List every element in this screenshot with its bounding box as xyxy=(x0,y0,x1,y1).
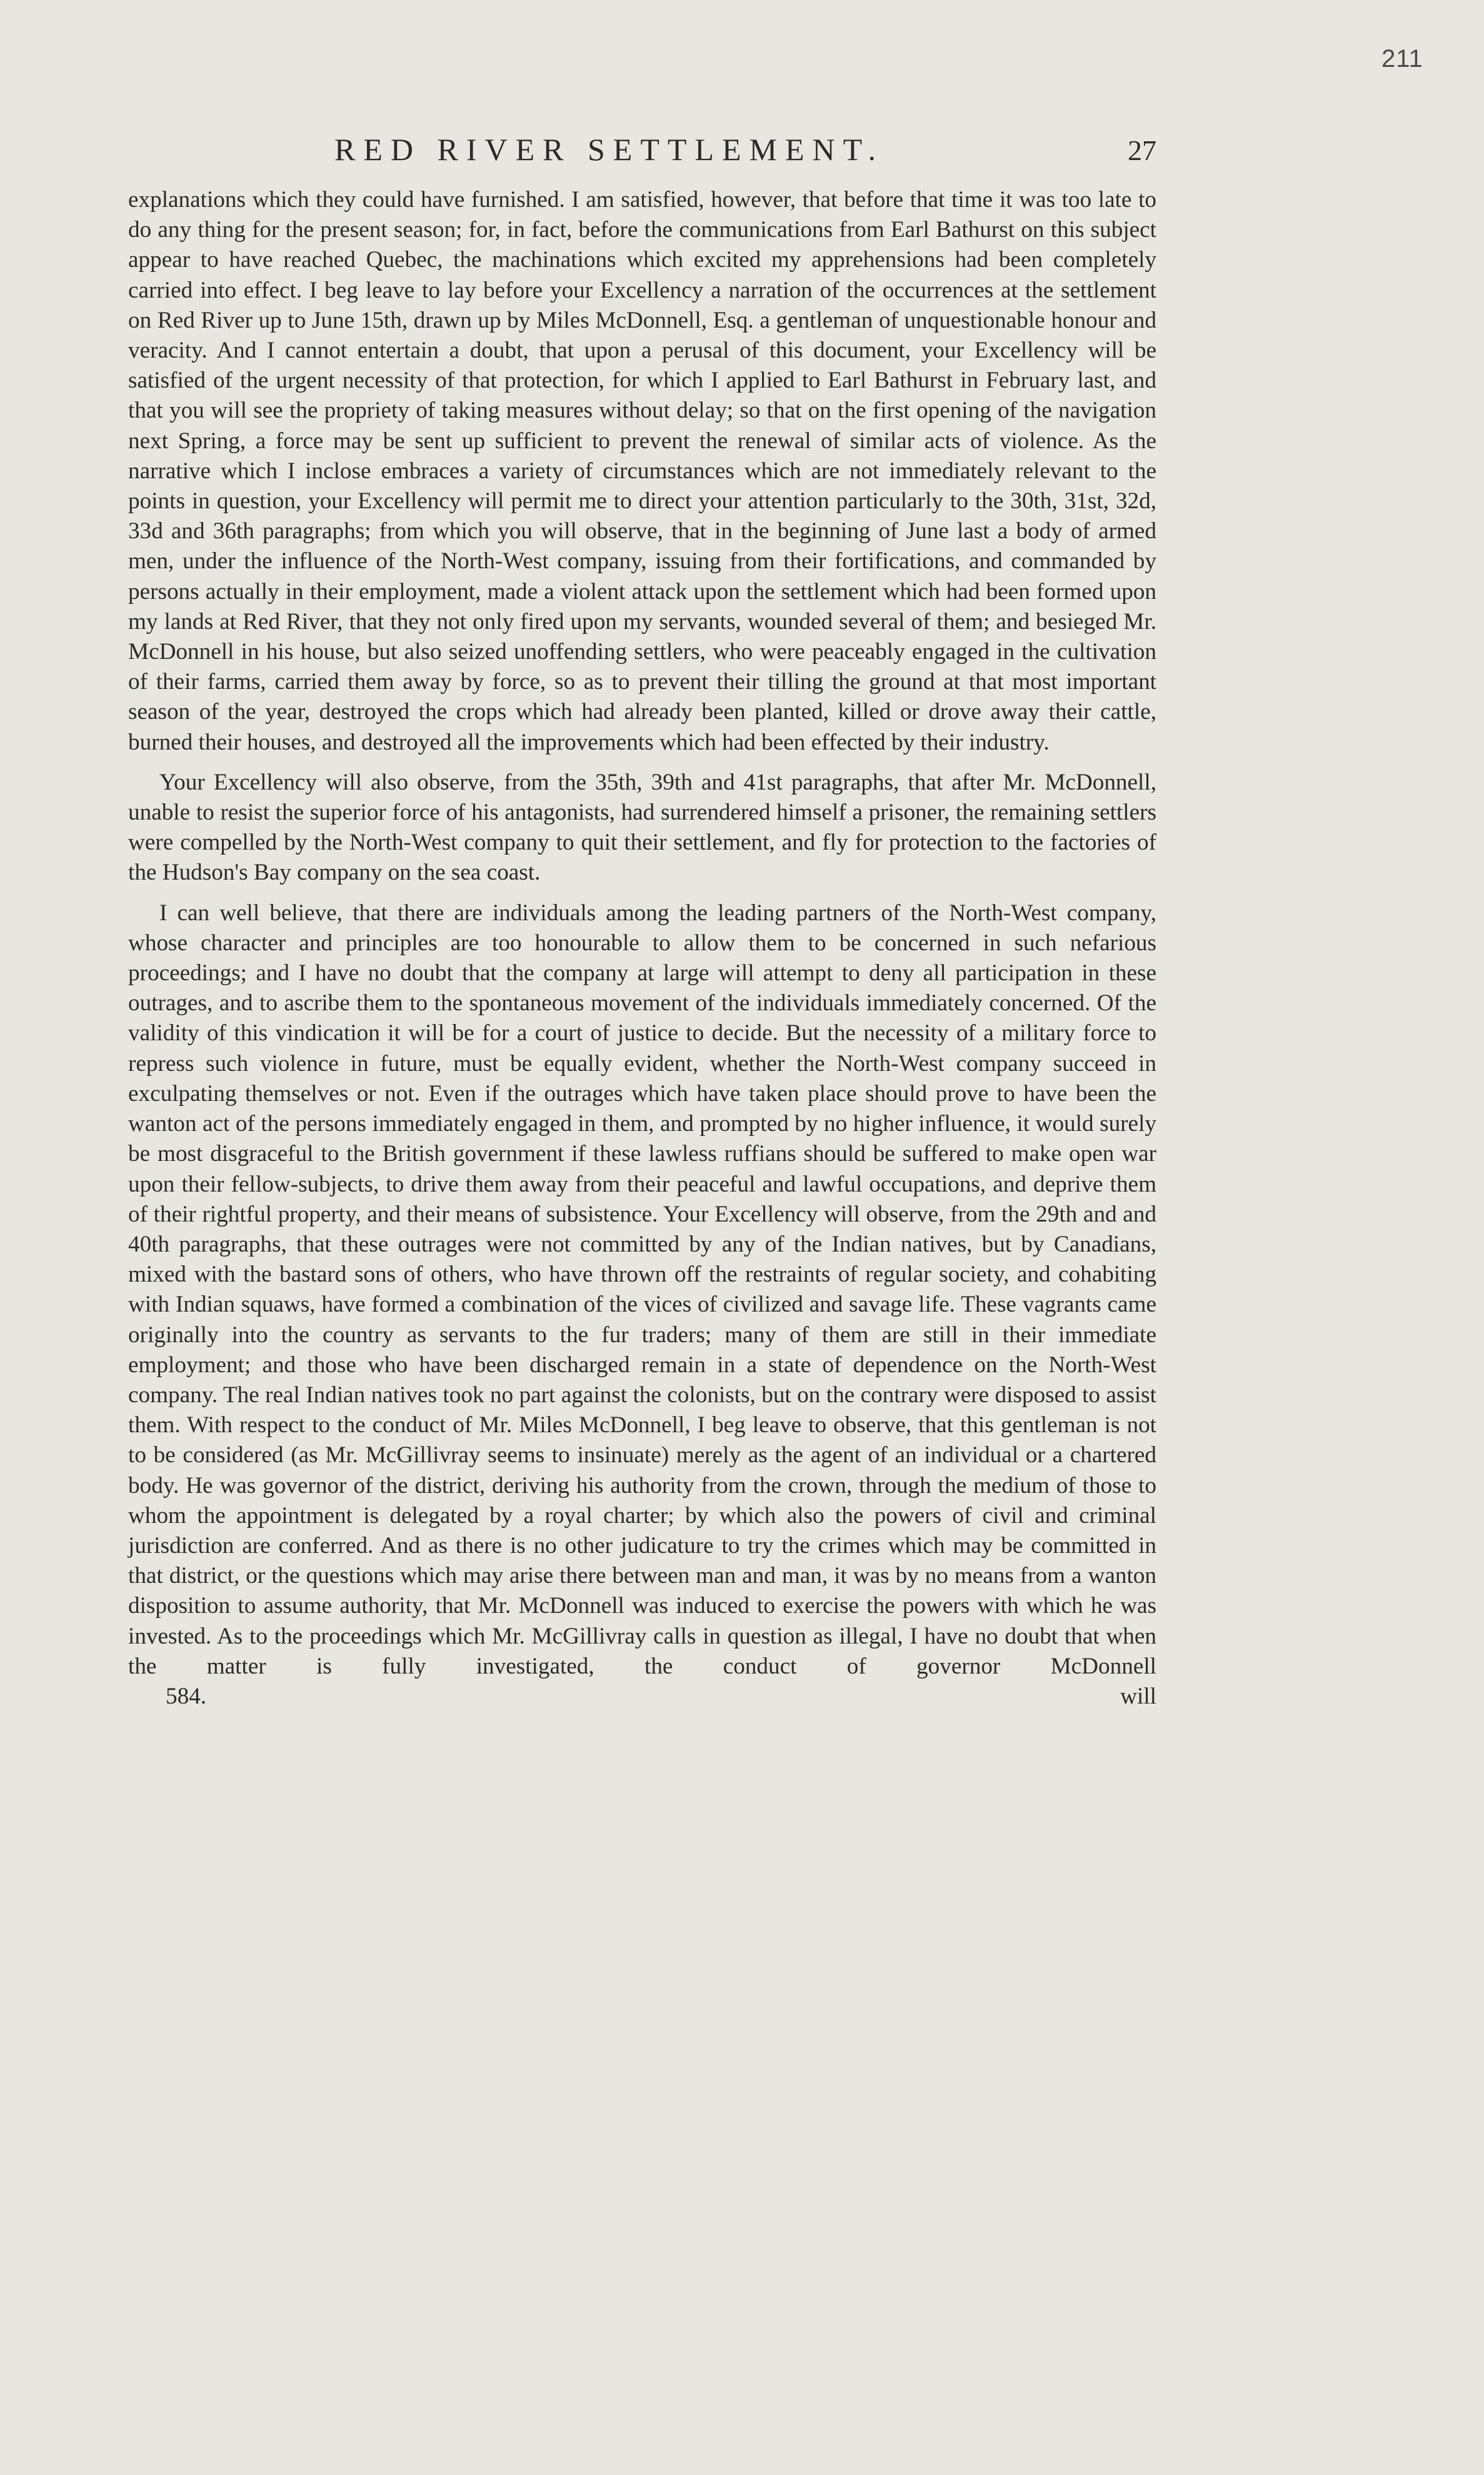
text-block xyxy=(128,185,1156,1713)
running-head xyxy=(128,131,1156,171)
paragraph-2: Your Excellency will also observe, from the 35th, 39th and 41st paragraphs, that after Mr. McDonnell, unable to resist the superior force of his antagonists, had surrendered himself a prisoner, the remaining settlers were compelled by the North-West company to quit their settlement, and fly for protection to the factories of the Hudson's Bay company on the sea coast. xyxy=(128,769,1156,886)
running-title: RED RIVER SETTLEMENT. xyxy=(334,132,884,167)
paragraph-3: I can well believe, that there are individuals among the leading partners of the North-West company, whose character and principles are too honourable to allow them to be concerned in such nefarious proceedings; and I have no doubt that the company at large will attempt to deny all participation in these outrages, and to ascribe them to the spontaneous movement of the individuals immediately concerned. Of the validity of this vindication it will be for a court of justice to decide. But the necessity of a military force to repress such violence in future, must be equally evident, whether the North-West company succeed in exculpating themselves or not. Even if the outrages which have taken place should prove to have been the wanton act of the persons immediately engaged in them, and prompted by no higher influence, it would surely be most disgraceful to the British government if these lawless ruffians should be suffered to make open war upon their fellow-subjects, to drive them away from their peaceful and lawful occupations, and deprive them of their rightful property, and their means of subsistence. Your Excellency will observe, from the 29th and and 40th paragraphs, that these outrages were not committed by any of the Indian natives, but by Canadians, mixed with the bastard sons of others, who have thrown off the restraints of regular society, and cohabiting with Indian squaws, have formed a combination of the vices of civilized and savage life. These vagrants came originally into the country as servants to the fur traders; many of them are still in their immediate employment; and those who have been discharged remain in a state of dependence on the North-West company. The real Indian natives took no part against the colonists, but on the contrary were disposed to assist them. With respect to the conduct of Mr. Miles McDonnell, I beg leave to observe, that this gentleman is not to be considered (as Mr. McGillivray seems to insinuate) merely as the agent of an individual or a chartered body. He was governor of the district, deriving his authority from the crown, through the medium of those to whom the appointment is delegated by a royal charter; by which also the powers of civil and criminal jurisdiction are conferred. And as there is no other judicature to try the crimes which may be committed in that district, or the questions which may arise there between man and man, it was by no means from a wanton disposition to assume authority, that Mr. McDonnell was induced to exercise the powers with which he was invested. As to the proceedings which Mr. McGillivray calls in question as illegal, I have no doubt that when the matter is fully investigated, the conduct of governor McDonnell xyxy=(128,900,1156,1679)
catchword: will xyxy=(1120,1683,1156,1709)
page-footer xyxy=(128,1682,1156,1713)
page-number: 27 xyxy=(1128,134,1156,166)
signature-mark: 584. xyxy=(166,1683,207,1709)
paragraph-1: explanations which they could have furnished. I am satisfied, however, that before that time it was too late to do any thing for the present season; for, in fact, before the communications from Earl Bathurst on this subject appear to have reached Quebec, the machinations which excited my apprehensions had been completely carried into effect. I beg leave to lay before your Excellency a narration of the occurrences at the settlement on Red River up to June 15th, drawn up by Miles McDonnell, Esq. a gentleman of unquestionable honour and veracity. And I cannot entertain a doubt, that upon a perusal of this document, your Excellency will be satisfied of the urgent necessity of that protection, for which I applied to Earl Bathurst in February last, and that you will see the propriety of taking measures without delay; so that on the first opening of the navigation next Spring, a force may be sent up sufficient to prevent the renewal of similar acts of violence. As the narrative which I inclose embraces a variety of circumstances which are not immediately relevant to the points in question, your Excellency will permit me to direct your attention particularly to the 30th, 31st, 32d, 33d and 36th paragraphs; from which you will observe, that in the beginning of June last a body of armed men, under the influence of the North-West company, issuing from their fortifications, and commanded by persons actually in their employment, made a violent attack upon the settlement which had been formed upon my lands at Red River, that they not only fired upon my servants, wounded several of them; and besieged Mr. McDonnell in his house, but also seized unoffending settlers, who were peaceably engaged in the cultivation of their farms, carried them away by force, so as to prevent their tilling the ground at that most important season of the year, destroyed the crops which had already been planted, killed or drove away their cattle, burned their houses, and destroyed all the improvements which had been effected by their industry. xyxy=(128,187,1156,755)
archive-page-number: 211 xyxy=(1381,45,1423,73)
